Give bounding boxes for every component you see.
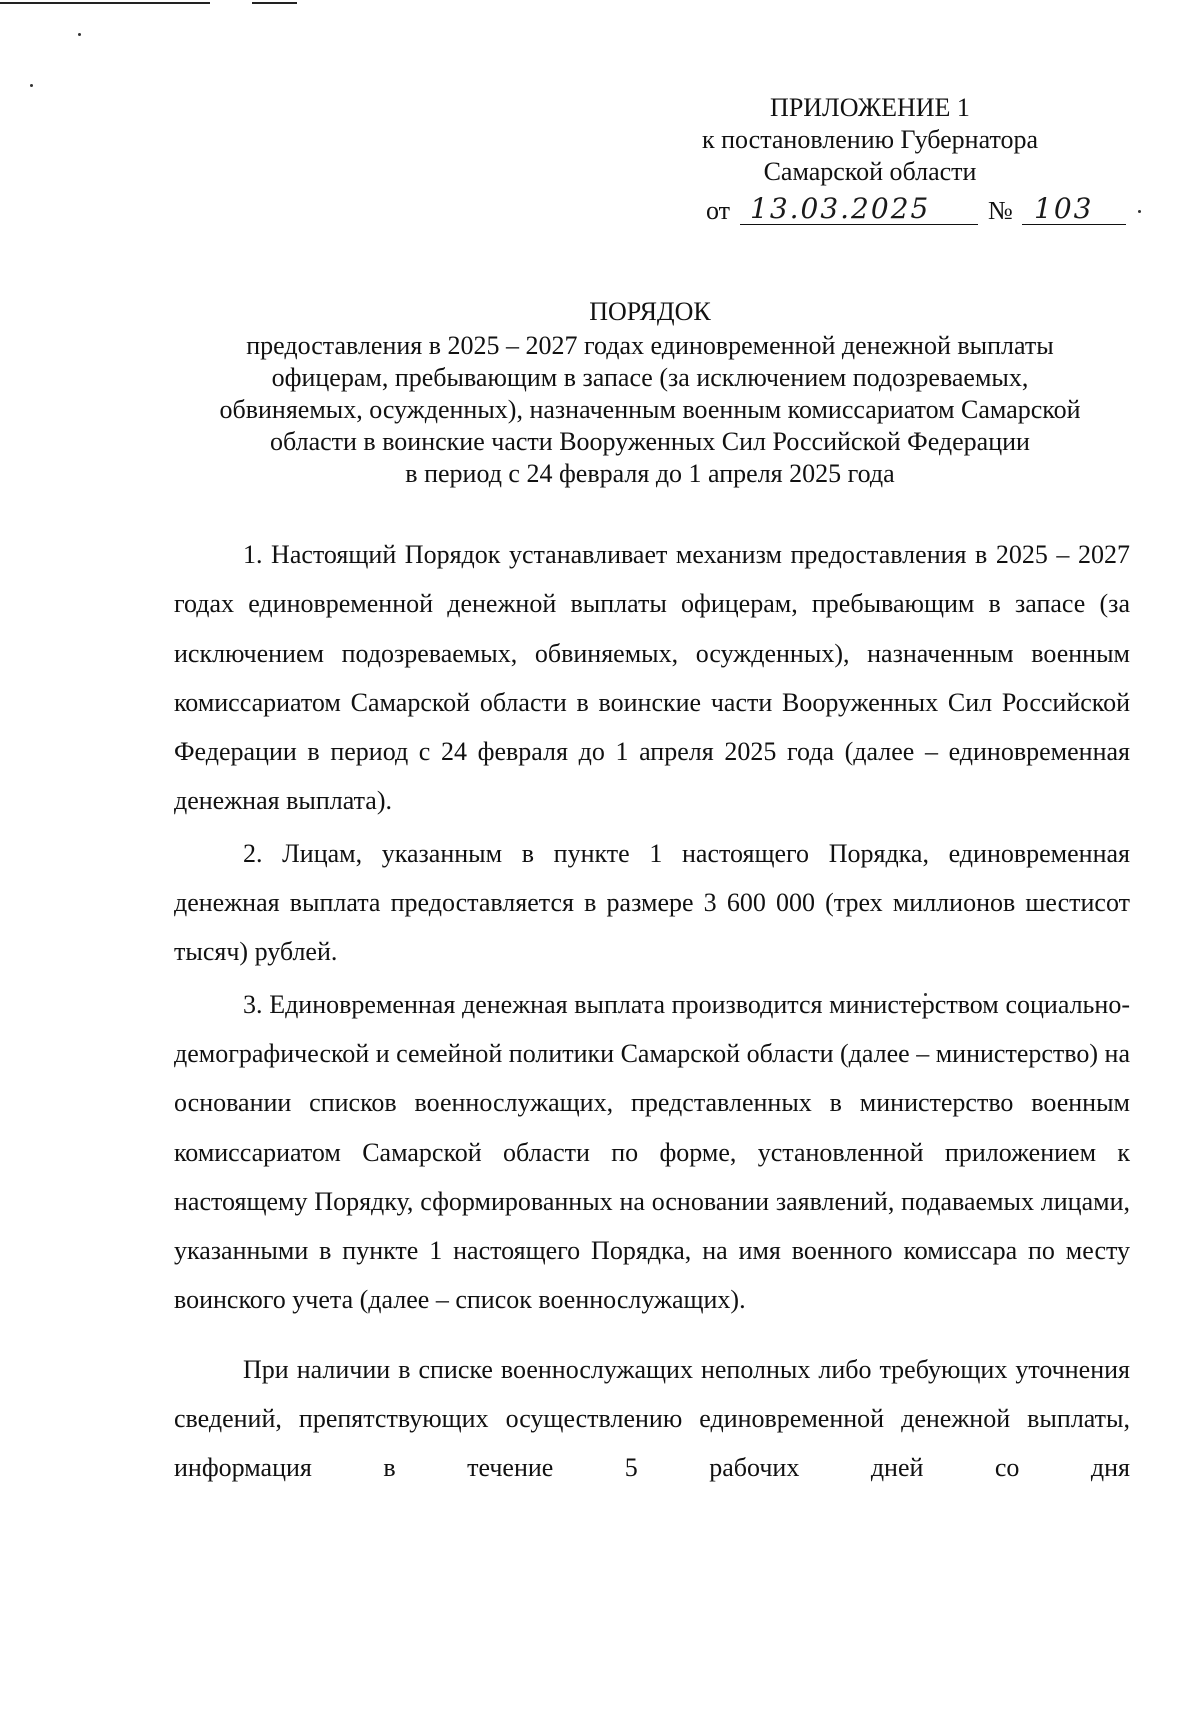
title-heading: ПОРЯДОК [589, 297, 711, 326]
title-line: обвиняемых, осужденных), назначенным военным комиссариатом Самарской [219, 395, 1081, 424]
number-prefix: № [988, 196, 1013, 225]
date-number-line [706, 192, 1126, 230]
appendix-resolution-line: к постановлению Губернатора [701, 125, 1039, 154]
title-line: предоставления в 2025 – 2027 годах единовременной денежной выплаты [246, 331, 1054, 360]
handwritten-date: 13.03.2025 [750, 192, 931, 225]
date-prefix: от [706, 196, 731, 225]
title-line: в период с 24 февраля до 1 апреля 2025 года [405, 459, 895, 488]
title-line: области в воинские части Вооруженных Сил Российской Федерации [270, 427, 1030, 456]
appendix-header [640, 92, 1100, 188]
scan-edge-line-right [252, 2, 297, 4]
appendix-title: ПРИЛОЖЕНИЕ 1 [770, 93, 970, 122]
title-line: офицерам, пребывающим в запасе (за исключением подозреваемых, [271, 363, 1029, 392]
document-title [170, 296, 1130, 490]
document-body [174, 530, 1130, 1496]
handwritten-number: 103 [1034, 192, 1094, 225]
scan-speck [78, 33, 81, 36]
paragraph-3: 3. Единовременная денежная выплата производится министерством социально-демографической и семейной политики Самарской области (далее – министерство) на основании списков военнослужащих, представленных в министерство военным комиссариатом Самарской области по форме, установленной приложением к настоящему Порядку, сформированных на основании заявлений, подаваемых лицами, указанными в пункте 1 настоящего Порядка, на имя военного комиссара по месту воинского учета (далее – список военнослужащих). [174, 989, 1130, 1315]
scan-speck [1138, 210, 1141, 213]
paragraph-4: При наличии в списке военнослужащих неполных либо требующих уточнения сведений, препятствующих осуществлению единовременной денежной выплаты, информация в течение 5 рабочих дней со дня [174, 1354, 1130, 1483]
scan-speck [30, 84, 33, 87]
paragraph-1: 1. Настоящий Порядок устанавливает механизм предоставления в 2025 – 2027 годах единовременной денежной выплаты офицерам, пребывающим в запасе (за исключением подозреваемых, обвиняемых, осужденных), назначенным военным комиссариатом Самарской области в воинские части Вооруженных Сил Российской Федерации в период с 24 февраля до 1 апреля 2025 года (далее – единовременная денежная выплата). [174, 540, 1130, 816]
scan-edge-line-left [0, 2, 210, 4]
appendix-region-line: Самарской области [763, 157, 977, 186]
paragraph-2: 2. Лицам, указанным в пункте 1 настоящего Порядка, единовременная денежная выплата предоставляется в размере 3 600 000 (трех миллионов шестисот тысяч) рублей. [174, 838, 1130, 967]
